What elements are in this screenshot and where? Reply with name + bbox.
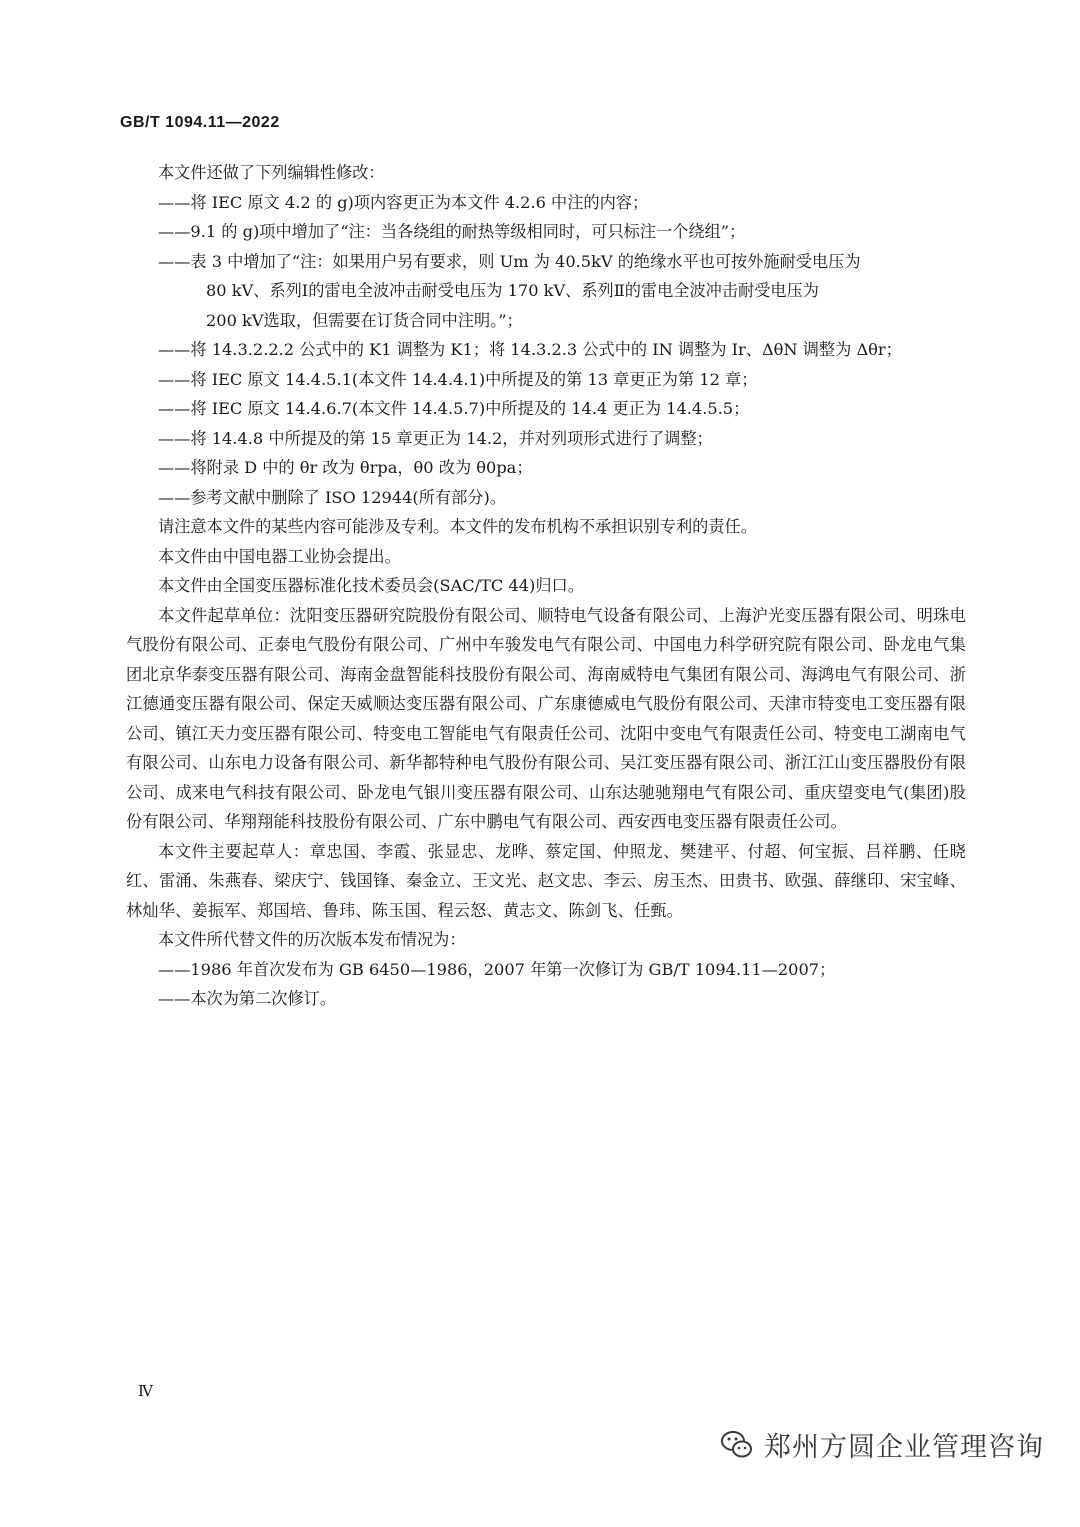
main-drafters: 本文件主要起草人：章忠国、李霞、张显忠、龙晔、蔡定国、仲照龙、樊建平、付超、何宝振、吕祥鹏、任晓红、雷涌、朱燕春、梁庆宁、钱国锋、秦金立、王文光、赵文忠、李云、房玉杰、田贵书、欧强、薛继印、宋宝峰、林灿华、姜振军、郑国培、鲁玮、陈玉国、程云怒、黄志文、陈剑飞、任甄。 [126,841,966,920]
document-body [126,158,966,1014]
proposed-by: 本文件由中国电器工业协会提出。 [158,546,401,566]
change-item-3: ——表 3 中增加了“注：如果用户另有要求，则 Um 为 40.5kV 的绝缘水平也可按外施耐受电压为 [158,251,861,271]
change-item-2: ——9.1 的 g)项中增加了“注：当各绕组的耐热等级相同时，可只标注一个绕组”； [158,222,746,241]
change-item-6: ——将 IEC 原文 14.4.6.7(本文件 14.4.5.7)中所提及的 14.4 更正为 14.4.5.5； [158,399,750,418]
standard-number: GB/T 1094.11—2022 [120,114,280,131]
change-item-3-cont-1: 80 kV、系列Ⅰ的雷电全波冲击耐受电压为 170 kV、系列Ⅱ的雷电全波冲击耐受电压为 [206,281,819,300]
wechat-icon [720,1428,754,1462]
watermark [720,1425,1044,1464]
editorial-changes-intro: 本文件还做了下列编辑性修改： [158,163,385,182]
change-item-1: ——将 IEC 原文 4.2 的 g)项内容更正为本文件 4.2.6 中注的内容； [158,192,649,212]
change-item-5: ——将 IEC 原文 14.4.5.1(本文件 14.4.4.1)中所提及的第 13 章更正为第 12 章； [158,369,758,389]
history-item-2: ——本次为第二次修订。 [158,989,337,1008]
patent-notice: 请注意本文件的某些内容可能涉及专利。本文件的发布机构不承担识别专利的责任。 [158,517,757,536]
page-number: Ⅳ [138,1382,153,1400]
drafting-units: 本文件起草单位：沈阳变压器研究院股份有限公司、顺特电气设备有限公司、上海沪光变压器有限公司、明珠电气股份有限公司、正泰电气股份有限公司、广州中车骏发电气有限公司、中国电力科学研究院有限公司、卧龙电气集团北京华泰变压器有限公司、海南金盘智能科技股份有限公司、海南威特电气集团有限公司、海鸿电气有限公司、浙江德通变压器有限公司、保定天威顺达变压器有限公司、广东康德威电气股份有限公司、天津市特变电工变压器有限公司、镇江天力变压器有限公司、特变电工智能电气有限责任公司、沈阳中变电气有限责任公司、特变电工湖南电气有限公司、山东电力设备有限公司、新华都特种电气股份有限公司、吴江变压器有限公司、浙江江山变压器股份有限公司、成来电气科技有限公司、卧龙电气银川变压器有限公司、山东达驰驰翔电气有限公司、重庆望变电气(集团)股份有限公司、华翔翔能科技股份有限公司、广东中鹏电气有限公司、西安西电变压器有限责任公司。 [126,605,966,831]
history-item-1: ——1986 年首次发布为 GB 6450—1986，2007 年第一次修订为 GB/T 1094.11—2007； [158,959,836,979]
change-item-8: ——将附录 D 中的 θr 改为 θrpa，θ0 改为 θ0pa； [158,458,533,477]
change-item-4: ——将 14.3.2.2.2 公式中的 K1 调整为 K1；将 14.3.2.3 公式中的 IN 调整为 Ir、ΔθN 调整为 Δθr； [158,340,902,359]
watermark-text: 郑州方圆企业管理咨询 [764,1432,1044,1463]
change-item-7: ——将 14.4.8 中所提及的第 15 章更正为 14.2，并对列项形式进行了调整； [158,428,713,448]
centralized-by: 本文件由全国变压器标准化技术委员会(SAC/TC 44)归口。 [158,576,584,595]
change-item-3-cont-2: 200 kV选取，但需要在订货合同中注明。”； [206,310,523,330]
change-item-9: ——参考文献中删除了 ISO 12944(所有部分)。 [158,487,506,507]
history-intro: 本文件所代替文件的历次版本发布情况为： [158,930,466,949]
